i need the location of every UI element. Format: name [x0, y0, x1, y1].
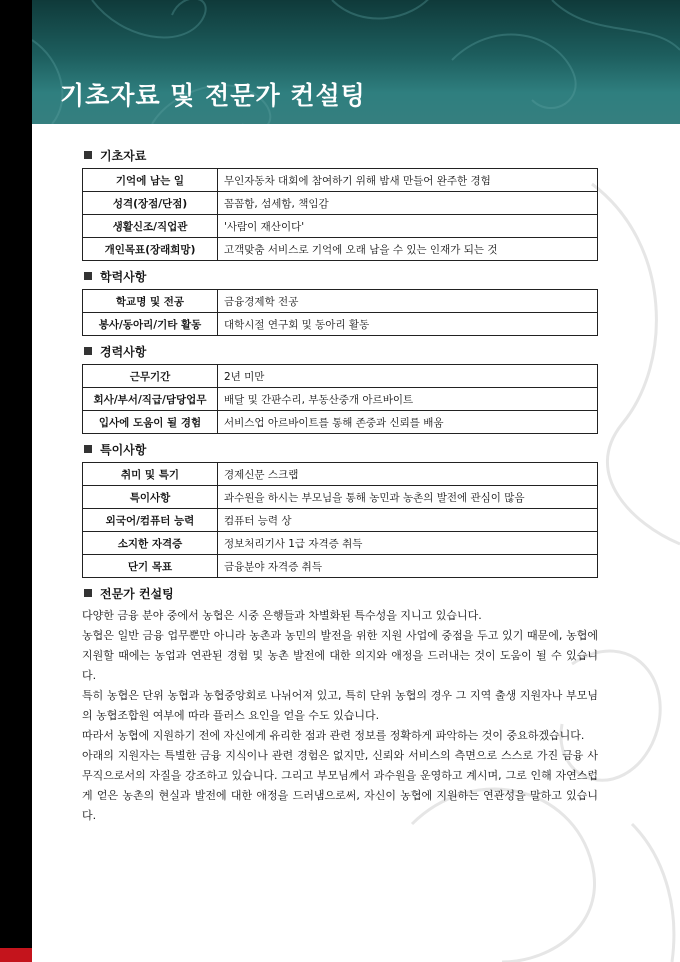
- section-heading-special: 특이사항: [84, 440, 598, 458]
- square-bullet-icon: [84, 445, 92, 453]
- table-row: 회사/부서/직급/담당업무 배달 및 간판수리, 부동산중개 아르바이트: [83, 388, 598, 411]
- consulting-paragraph: 농협은 일반 금융 업무뿐만 아니라 농촌과 농민의 발전을 위한 지원 사업에 중점을 두고 있기 때문에, 농협에 지원할 때에는 농업과 연관된 경험 및 농촌 발전에 대한 의지와 애정을 드러내는 것이 도움이 될 수 있습니다.: [82, 629, 598, 682]
- basic-info-table: [82, 168, 598, 261]
- section-heading-career: 경력사항: [84, 342, 598, 360]
- square-bullet-icon: [84, 272, 92, 280]
- special-table: [82, 462, 598, 578]
- section-heading-consulting: 전문가 컨설팅: [84, 584, 598, 602]
- consulting-paragraph: 따라서 농협에 지원하기 전에 자신에게 유리한 점과 관련 정보를 정확하게 파악하는 것이 중요하겠습니다.: [82, 729, 585, 742]
- square-bullet-icon: [84, 151, 92, 159]
- table-row: 생활신조/직업관 '사람이 재산이다': [83, 215, 598, 238]
- table-row: 봉사/동아리/기타 활동 대학시절 연구회 및 동아리 활동: [83, 313, 598, 336]
- table-row: 특이사항 과수원을 하시는 부모님을 통해 농민과 농촌의 발전에 관심이 많음: [83, 486, 598, 509]
- consulting-paragraph: 다양한 금융 분야 중에서 농협은 시중 은행들과 차별화된 특수성을 지니고 있습니다.: [82, 609, 482, 622]
- table-row: 소지한 자격증 정보처리기사 1급 자격증 취득: [83, 532, 598, 555]
- table-row: 학교명 및 전공 금융경제학 전공: [83, 290, 598, 313]
- page-header: [32, 0, 680, 124]
- table-row: 기억에 남는 일 무인자동차 대회에 참여하기 위해 밤새 만들어 완주한 경험: [83, 169, 598, 192]
- square-bullet-icon: [84, 347, 92, 355]
- table-row: 개인목표(장래희망) 고객맞춤 서비스로 기억에 오래 남을 수 있는 인재가 되는 것: [83, 238, 598, 261]
- career-table: [82, 364, 598, 434]
- education-table: [82, 289, 598, 336]
- table-row: 단기 목표 금융분야 자격증 취득: [83, 555, 598, 578]
- content-area: [82, 146, 598, 826]
- consulting-text: [82, 606, 598, 826]
- square-bullet-icon: [84, 589, 92, 597]
- left-red-accent: [0, 948, 32, 962]
- table-row: 외국어/컴퓨터 능력 컴퓨터 능력 상: [83, 509, 598, 532]
- table-row: 성격(장점/단점) 꼼꼼함, 섬세함, 책임감: [83, 192, 598, 215]
- section-heading-education: 학력사항: [84, 267, 598, 285]
- table-row: 근무기간 2년 미만: [83, 365, 598, 388]
- section-heading-basic: 기초자료: [84, 146, 598, 164]
- consulting-paragraph: 특히 농협은 단위 농협과 농협중앙회로 나뉘어져 있고, 특히 단위 농협의 경우 그 지역 출생 지원자나 부모님의 농협조합원 여부에 따라 플러스 요인을 얻을 수도 있습니다.: [82, 689, 598, 722]
- left-black-bar: [0, 0, 32, 962]
- table-row: 취미 및 특기 경제신문 스크랩: [83, 463, 598, 486]
- consulting-paragraph: 아래의 지원자는 특별한 금융 지식이나 관련 경험은 없지만, 신뢰와 서비스의 측면으로 스스로 가진 금융 사무직으로서의 자질을 강조하고 있습니다. 그리고 부모님께서 과수원을 운영하고 계시며, 그로 인해 자연스럽게 얻은 농촌의 현실과 발전에 대한 애정을 드러냄으로써, 자신이 농협에 지원하는 연관성을 말하고 있습니다.: [82, 749, 598, 822]
- table-row: 입사에 도움이 될 경험 서비스업 아르바이트를 통해 존중과 신뢰를 배움: [83, 411, 598, 434]
- page-title: 기초자료 및 전문가 컨설팅: [60, 81, 366, 110]
